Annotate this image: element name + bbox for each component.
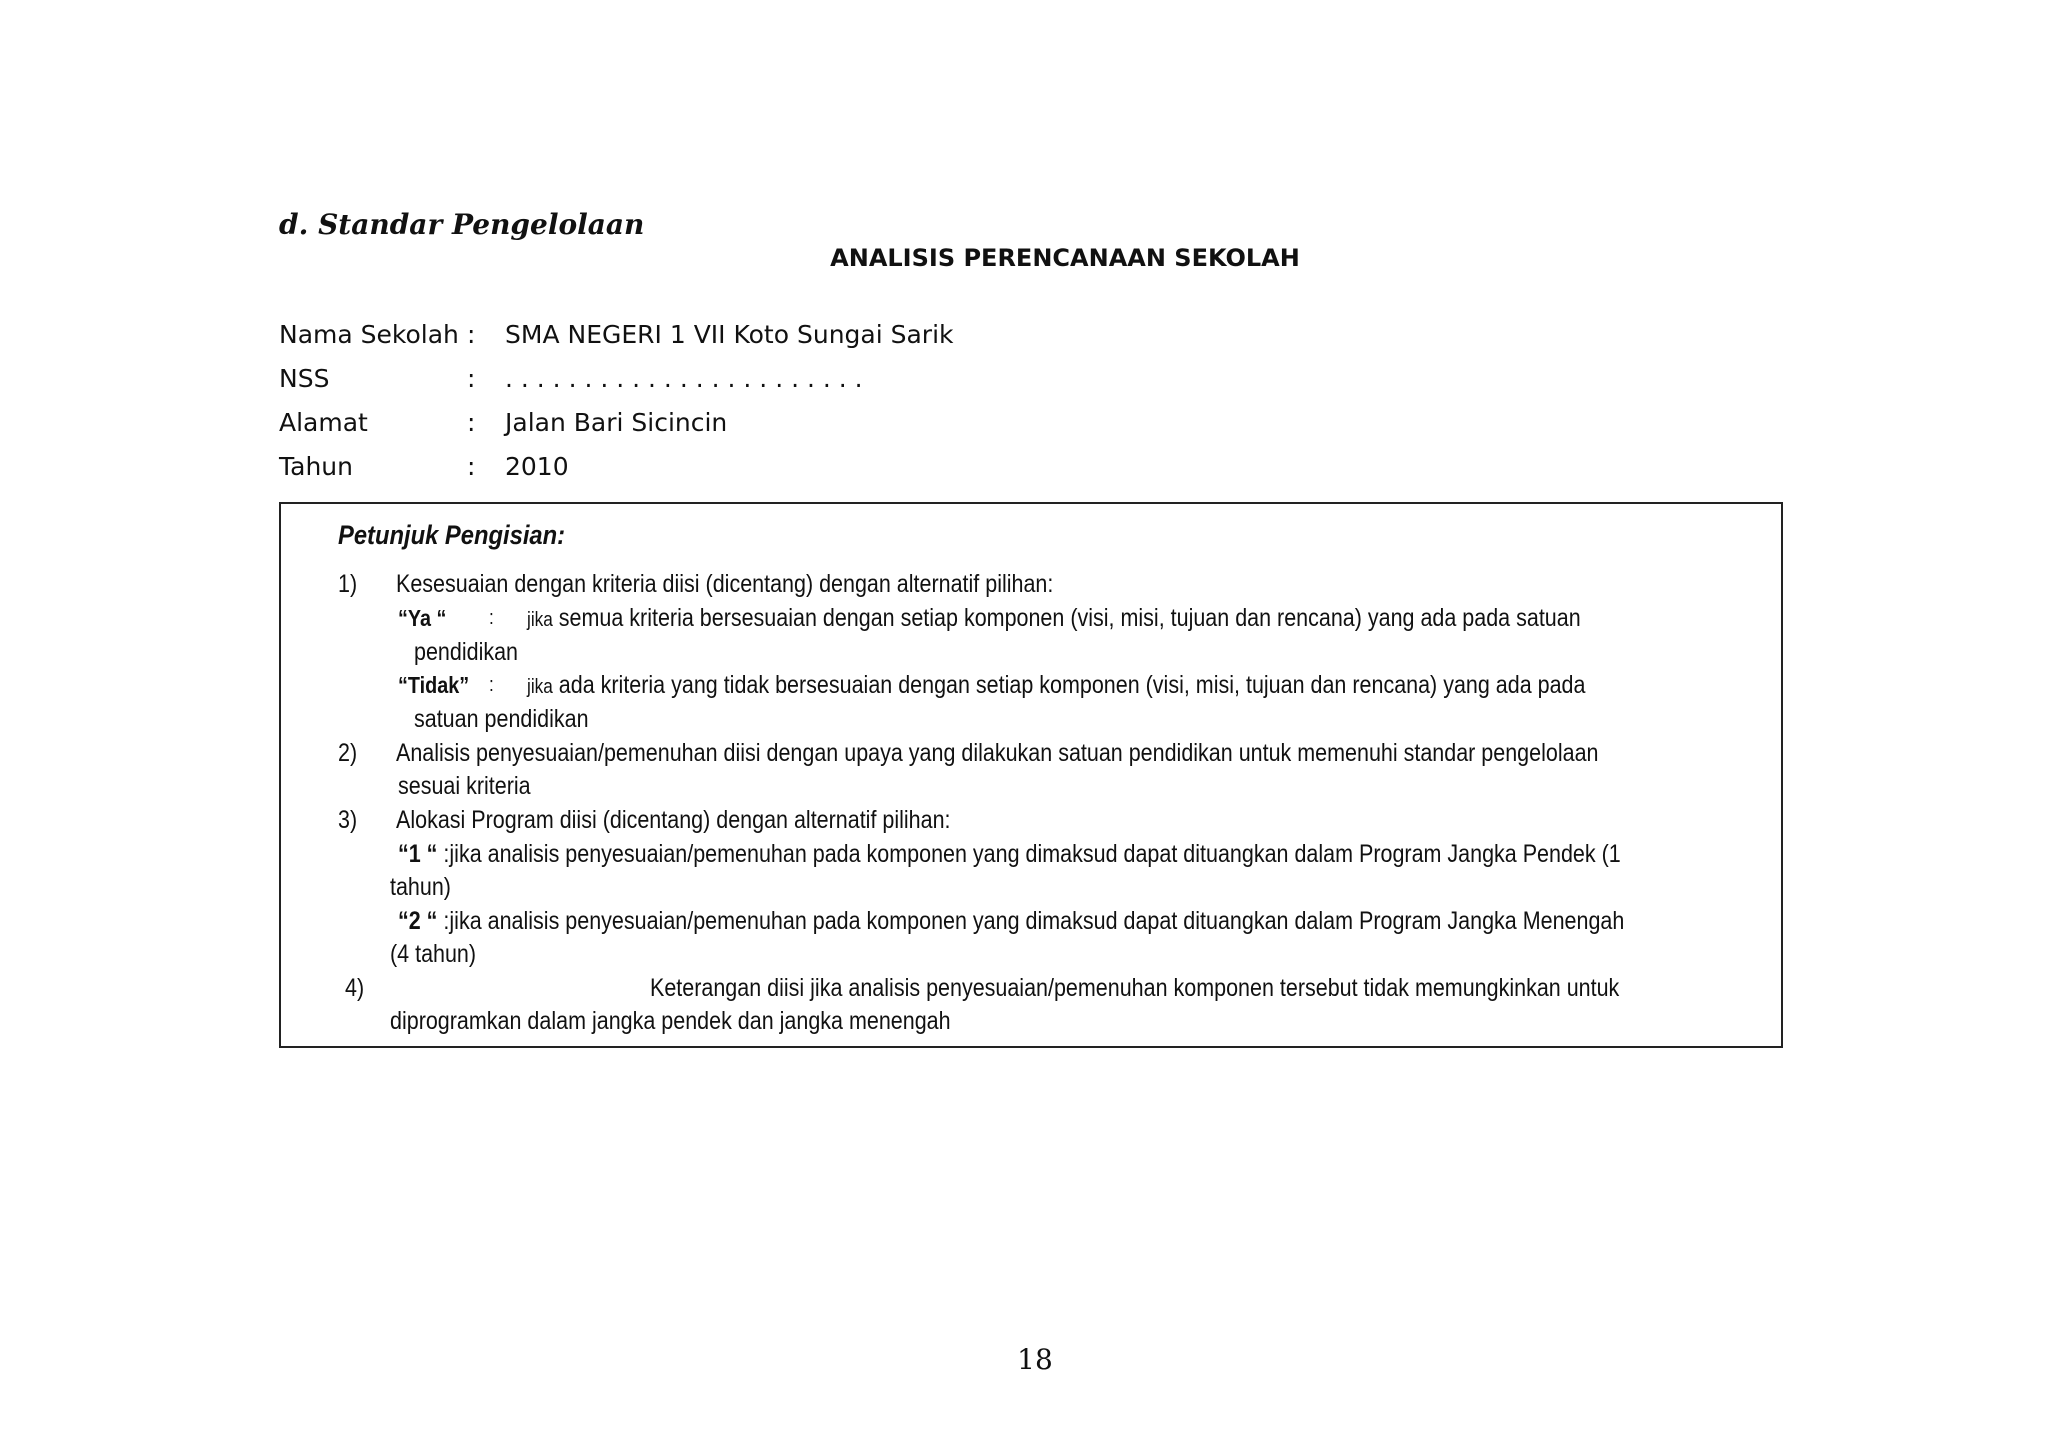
info-value-tahun: 2010 xyxy=(505,452,569,481)
document-title: ANALISIS PERENCANAAN SEKOLAH xyxy=(830,244,1300,272)
page-number: 18 xyxy=(1017,1343,1053,1376)
option-1-text xyxy=(398,840,1621,869)
option-tidak-prefix: jika xyxy=(527,676,553,698)
option-ya-body: semua kriteria bersesuaian dengan setiap komponen (visi, misi, tujuan dan rencana) yang ada pada satuan xyxy=(552,604,1581,632)
item-2-text: Analisis penyesuaian/pemenuhan diisi dengan upaya yang dilakukan satuan pendidikan untuk memenuhi standar pengelolaan xyxy=(396,739,1599,767)
item-4-continuation: diprogramkan dalam jangka pendek dan jangka menengah xyxy=(390,1007,951,1035)
option-2-body: :jika analisis penyesuaian/pemenuhan pada komponen yang dimaksud dapat dituangkan dalam Program Jangka Menengah xyxy=(437,907,1625,935)
item-3-text: Alokasi Program diisi (dicentang) dengan alternatif pilihan: xyxy=(396,806,951,834)
info-colon: : xyxy=(467,364,476,393)
item-number: 3) xyxy=(338,806,358,834)
info-colon: : xyxy=(467,320,476,349)
instructions-heading: Petunjuk Pengisian: xyxy=(338,520,566,550)
info-value-nss: . . . . . . . . . . . . . . . . . . . . . . . xyxy=(505,364,863,393)
option-ya-continuation: pendidikan xyxy=(414,638,519,666)
option-colon: : xyxy=(489,674,494,696)
info-label-tahun: Tahun xyxy=(279,452,353,481)
option-2-text xyxy=(398,907,1624,936)
option-ya-text xyxy=(527,604,1581,633)
item-number: 2) xyxy=(338,739,358,767)
option-ya-prefix: jika xyxy=(527,609,553,631)
option-2-label: “2 “ xyxy=(398,907,438,935)
item-number: 1) xyxy=(338,570,358,598)
option-1-continuation: tahun) xyxy=(390,873,451,901)
info-label-nss: NSS xyxy=(279,364,330,393)
section-title: d. Standar Pengelolaan xyxy=(279,208,645,241)
option-tidak-body: ada kriteria yang tidak bersesuaian dengan setiap komponen (visi, misi, tujuan dan rencana) yang ada pada xyxy=(552,671,1586,699)
option-2-continuation: (4 tahun) xyxy=(390,940,477,968)
info-label-nama-sekolah: Nama Sekolah xyxy=(279,320,459,349)
option-colon: : xyxy=(489,607,494,629)
option-1-body: :jika analisis penyesuaian/pemenuhan pada komponen yang dimaksud dapat dituangkan dalam Program Jangka Pendek (1 xyxy=(437,840,1621,868)
info-colon: : xyxy=(467,408,476,437)
option-tidak-label: “Tidak” xyxy=(398,672,470,698)
item-2-continuation: sesuai kriteria xyxy=(398,772,531,800)
option-tidak-text xyxy=(527,671,1585,700)
info-colon: : xyxy=(467,452,476,481)
info-value-nama-sekolah: SMA NEGERI 1 VII Koto Sungai Sarik xyxy=(505,320,954,349)
info-value-alamat: Jalan Bari Sicincin xyxy=(505,408,728,437)
option-tidak-continuation: satuan pendidikan xyxy=(414,705,589,733)
item-1-text: Kesesuaian dengan kriteria diisi (dicentang) dengan alternatif pilihan: xyxy=(396,570,1054,598)
option-ya-label: “Ya “ xyxy=(398,605,447,631)
item-4-text: Keterangan diisi jika analisis penyesuaian/pemenuhan komponen tersebut tidak memungkinkan untuk xyxy=(650,974,1620,1002)
instructions-box xyxy=(279,502,1783,1048)
info-label-alamat: Alamat xyxy=(279,408,368,437)
option-1-label: “1 “ xyxy=(398,840,438,868)
item-number: 4) xyxy=(345,974,365,1002)
